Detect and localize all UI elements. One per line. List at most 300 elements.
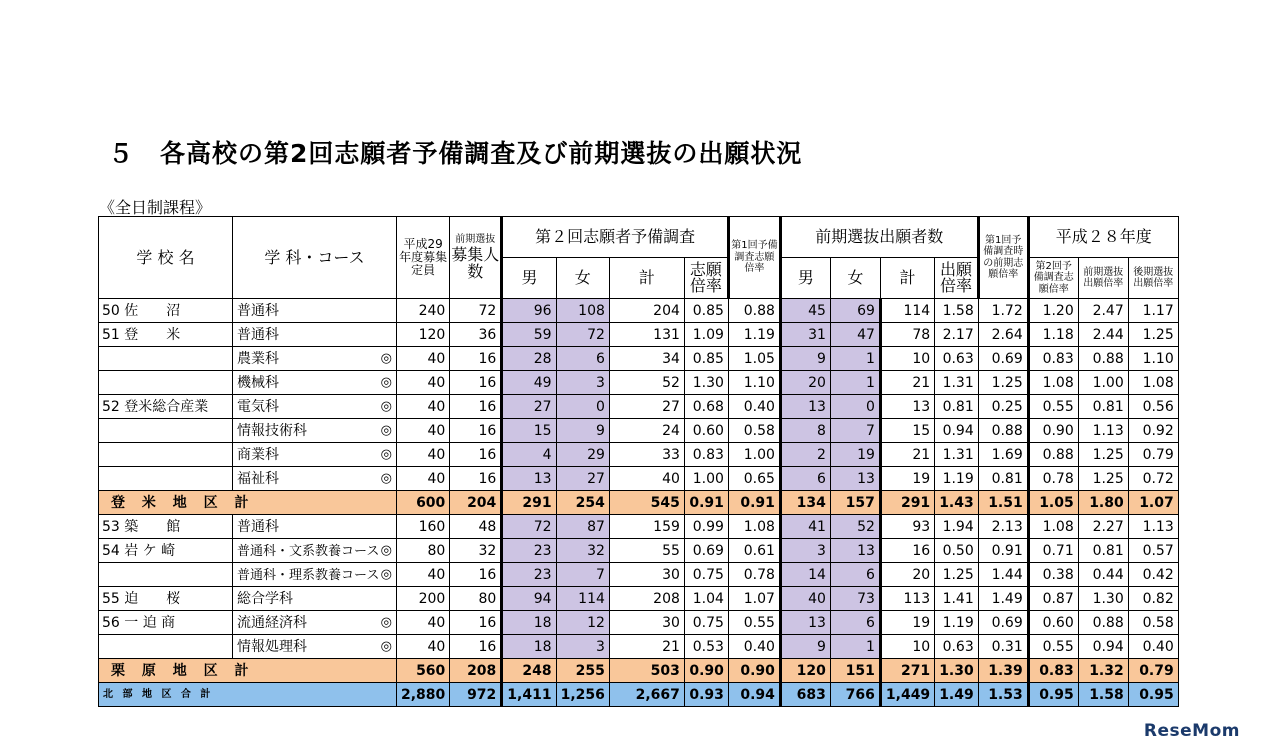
cell-col-9: 13 bbox=[880, 395, 934, 419]
cell-col-1: 80 bbox=[450, 587, 502, 611]
cell-col-2: 72 bbox=[502, 515, 556, 539]
cell-col-1: 48 bbox=[450, 515, 502, 539]
cell-col-3: 3 bbox=[556, 635, 609, 659]
double-circle-mark-icon: ◎ bbox=[380, 446, 392, 462]
cell-col-9: 114 bbox=[880, 299, 934, 323]
table-row bbox=[99, 515, 1179, 539]
cell-col-12: 0.71 bbox=[1028, 539, 1078, 563]
cell-col-6: 0.94 bbox=[728, 683, 780, 707]
cell-col-8: 1 bbox=[830, 635, 880, 659]
cell-col-5: 0.93 bbox=[684, 683, 728, 707]
cell-col-11: 1.51 bbox=[978, 491, 1028, 515]
cell-col-1: 72 bbox=[450, 299, 502, 323]
cell-col-2: 94 bbox=[502, 587, 556, 611]
cell-col-6: 0.91 bbox=[728, 491, 780, 515]
cell-col-13: 0.88 bbox=[1078, 347, 1128, 371]
cell-col-0: 600 bbox=[397, 491, 450, 515]
table-row bbox=[99, 635, 1179, 659]
school-name bbox=[99, 371, 233, 395]
cell-col-12: 0.88 bbox=[1028, 443, 1078, 467]
cell-col-8: 7 bbox=[830, 419, 880, 443]
double-circle-mark-icon: ◎ bbox=[380, 470, 392, 486]
application-status-table bbox=[98, 216, 1179, 707]
cell-col-2: 248 bbox=[502, 659, 556, 683]
cell-col-5: 1.04 bbox=[684, 587, 728, 611]
cell-col-9: 93 bbox=[880, 515, 934, 539]
cell-col-14: 0.40 bbox=[1128, 635, 1178, 659]
table-row bbox=[99, 587, 1179, 611]
cell-col-11: 0.25 bbox=[978, 395, 1028, 419]
header-quota-h29: 平成29年度募集定員 bbox=[397, 217, 450, 299]
cell-col-4: 2,667 bbox=[609, 683, 684, 707]
cell-col-3: 1,256 bbox=[556, 683, 609, 707]
course-label: 普通科・文系教養コース bbox=[237, 543, 380, 559]
section-subtitle: 《全日制課程》 bbox=[99, 198, 212, 217]
cell-col-5: 1.09 bbox=[684, 323, 728, 347]
header-survey1-time-ratio: 第1回予備調査時の前期志願倍率 bbox=[978, 217, 1028, 299]
cell-col-12: 1.18 bbox=[1028, 323, 1078, 347]
table-row bbox=[99, 563, 1179, 587]
school-name bbox=[99, 347, 233, 371]
cell-col-14: 1.17 bbox=[1128, 299, 1178, 323]
school-name bbox=[99, 563, 233, 587]
subtotal-label: 栗 原 地 区 計 bbox=[99, 659, 397, 683]
header-early-quota bbox=[450, 217, 502, 299]
cell-col-4: 30 bbox=[609, 563, 684, 587]
cell-col-0: 160 bbox=[397, 515, 450, 539]
course-label: 農業科 bbox=[237, 350, 279, 367]
cell-col-9: 291 bbox=[880, 491, 934, 515]
cell-col-13: 0.88 bbox=[1078, 611, 1128, 635]
cell-col-9: 21 bbox=[880, 443, 934, 467]
cell-col-2: 23 bbox=[502, 563, 556, 587]
cell-col-5: 0.68 bbox=[684, 395, 728, 419]
cell-col-12: 0.38 bbox=[1028, 563, 1078, 587]
total-row bbox=[99, 683, 1179, 707]
cell-col-7: 40 bbox=[780, 587, 830, 611]
cell-col-10: 0.94 bbox=[935, 419, 979, 443]
cell-col-9: 271 bbox=[880, 659, 934, 683]
cell-col-5: 0.53 bbox=[684, 635, 728, 659]
cell-col-0: 40 bbox=[397, 371, 450, 395]
cell-col-3: 72 bbox=[556, 323, 609, 347]
cell-col-9: 113 bbox=[880, 587, 934, 611]
cell-col-3: 255 bbox=[556, 659, 609, 683]
cell-col-10: 1.49 bbox=[935, 683, 979, 707]
cell-col-7: 20 bbox=[780, 371, 830, 395]
cell-col-13: 2.44 bbox=[1078, 323, 1128, 347]
cell-col-11: 0.91 bbox=[978, 539, 1028, 563]
cell-col-14: 0.57 bbox=[1128, 539, 1178, 563]
cell-col-13: 0.44 bbox=[1078, 563, 1128, 587]
cell-col-3: 7 bbox=[556, 563, 609, 587]
cell-col-13: 1.00 bbox=[1078, 371, 1128, 395]
table-row bbox=[99, 395, 1179, 419]
cell-col-2: 13 bbox=[502, 467, 556, 491]
cell-col-1: 16 bbox=[450, 371, 502, 395]
cell-col-6: 0.40 bbox=[728, 635, 780, 659]
course-name bbox=[233, 515, 397, 539]
cell-col-14: 0.72 bbox=[1128, 467, 1178, 491]
cell-col-13: 0.81 bbox=[1078, 395, 1128, 419]
cell-col-8: 6 bbox=[830, 611, 880, 635]
cell-col-3: 12 bbox=[556, 611, 609, 635]
cell-col-8: 52 bbox=[830, 515, 880, 539]
cell-col-6: 0.90 bbox=[728, 659, 780, 683]
cell-col-4: 503 bbox=[609, 659, 684, 683]
course-label: 情報技術科 bbox=[237, 422, 307, 439]
cell-col-8: 19 bbox=[830, 443, 880, 467]
course-label: 電気科 bbox=[237, 398, 279, 415]
cell-col-8: 47 bbox=[830, 323, 880, 347]
total-label: 北 部 地 区 合 計 bbox=[99, 683, 397, 707]
cell-col-6: 1.19 bbox=[728, 323, 780, 347]
cell-col-7: 3 bbox=[780, 539, 830, 563]
cell-col-3: 29 bbox=[556, 443, 609, 467]
cell-col-4: 52 bbox=[609, 371, 684, 395]
course-label: 福祉科 bbox=[237, 470, 279, 487]
cell-col-2: 291 bbox=[502, 491, 556, 515]
cell-col-7: 6 bbox=[780, 467, 830, 491]
cell-col-13: 2.27 bbox=[1078, 515, 1128, 539]
header-h28: 平成２８年度 bbox=[1028, 217, 1178, 258]
school-name: 55 迫 桜 bbox=[99, 587, 233, 611]
cell-col-10: 1.58 bbox=[935, 299, 979, 323]
cell-col-1: 972 bbox=[450, 683, 502, 707]
course-label: 普通科 bbox=[237, 302, 279, 319]
cell-col-8: 151 bbox=[830, 659, 880, 683]
table-row bbox=[99, 467, 1179, 491]
cell-col-6: 0.40 bbox=[728, 395, 780, 419]
cell-col-6: 0.78 bbox=[728, 563, 780, 587]
cell-col-2: 1,411 bbox=[502, 683, 556, 707]
cell-col-1: 16 bbox=[450, 467, 502, 491]
course-name bbox=[233, 539, 397, 563]
cell-col-12: 0.55 bbox=[1028, 635, 1078, 659]
cell-col-0: 2,880 bbox=[397, 683, 450, 707]
cell-col-10: 1.41 bbox=[935, 587, 979, 611]
cell-col-8: 73 bbox=[830, 587, 880, 611]
course-label: 普通科 bbox=[237, 326, 279, 343]
header-early-male: 男 bbox=[780, 258, 830, 299]
cell-col-2: 23 bbox=[502, 539, 556, 563]
cell-col-1: 16 bbox=[450, 395, 502, 419]
cell-col-8: 13 bbox=[830, 467, 880, 491]
school-name bbox=[99, 443, 233, 467]
cell-col-10: 1.31 bbox=[935, 371, 979, 395]
cell-col-5: 0.90 bbox=[684, 659, 728, 683]
course-name bbox=[233, 419, 397, 443]
table-row bbox=[99, 419, 1179, 443]
course-name bbox=[233, 347, 397, 371]
cell-col-6: 0.58 bbox=[728, 419, 780, 443]
cell-col-7: 8 bbox=[780, 419, 830, 443]
cell-col-11: 1.53 bbox=[978, 683, 1028, 707]
cell-col-0: 40 bbox=[397, 419, 450, 443]
school-name bbox=[99, 635, 233, 659]
cell-col-9: 20 bbox=[880, 563, 934, 587]
resemom-logo: ReseMom bbox=[1143, 721, 1240, 741]
cell-col-1: 16 bbox=[450, 611, 502, 635]
cell-col-7: 2 bbox=[780, 443, 830, 467]
cell-col-4: 24 bbox=[609, 419, 684, 443]
double-circle-mark-icon: ◎ bbox=[380, 542, 392, 558]
cell-col-4: 40 bbox=[609, 467, 684, 491]
cell-col-0: 40 bbox=[397, 347, 450, 371]
cell-col-10: 0.81 bbox=[935, 395, 979, 419]
cell-col-10: 1.19 bbox=[935, 467, 979, 491]
cell-col-10: 1.30 bbox=[935, 659, 979, 683]
cell-col-4: 208 bbox=[609, 587, 684, 611]
table-row bbox=[99, 443, 1179, 467]
header-apply-ratio: 出願倍率 bbox=[935, 258, 979, 299]
cell-col-11: 2.64 bbox=[978, 323, 1028, 347]
header-early-total: 計 bbox=[880, 258, 934, 299]
subtotal-row bbox=[99, 659, 1179, 683]
cell-col-4: 204 bbox=[609, 299, 684, 323]
cell-col-13: 1.30 bbox=[1078, 587, 1128, 611]
cell-col-12: 0.83 bbox=[1028, 659, 1078, 683]
cell-col-4: 545 bbox=[609, 491, 684, 515]
table-row bbox=[99, 611, 1179, 635]
cell-col-10: 2.17 bbox=[935, 323, 979, 347]
cell-col-11: 0.88 bbox=[978, 419, 1028, 443]
course-label: 商業科 bbox=[237, 446, 279, 463]
course-label: 情報処理科 bbox=[237, 638, 307, 655]
cell-col-9: 21 bbox=[880, 371, 934, 395]
cell-col-11: 0.31 bbox=[978, 635, 1028, 659]
course-name bbox=[233, 587, 397, 611]
cell-col-12: 0.83 bbox=[1028, 347, 1078, 371]
course-label: 機械科 bbox=[237, 374, 279, 391]
cell-col-13: 0.81 bbox=[1078, 539, 1128, 563]
cell-col-8: 69 bbox=[830, 299, 880, 323]
cell-col-5: 0.83 bbox=[684, 443, 728, 467]
cell-col-14: 1.25 bbox=[1128, 323, 1178, 347]
cell-col-14: 1.07 bbox=[1128, 491, 1178, 515]
school-name: 51 登 米 bbox=[99, 323, 233, 347]
header-survey2-total: 計 bbox=[609, 258, 684, 299]
cell-col-4: 30 bbox=[609, 611, 684, 635]
cell-col-5: 1.30 bbox=[684, 371, 728, 395]
cell-col-8: 766 bbox=[830, 683, 880, 707]
cell-col-2: 27 bbox=[502, 395, 556, 419]
cell-col-1: 16 bbox=[450, 419, 502, 443]
cell-col-10: 1.25 bbox=[935, 563, 979, 587]
course-name bbox=[233, 323, 397, 347]
cell-col-2: 28 bbox=[502, 347, 556, 371]
cell-col-5: 0.85 bbox=[684, 299, 728, 323]
cell-col-2: 49 bbox=[502, 371, 556, 395]
cell-col-8: 1 bbox=[830, 347, 880, 371]
cell-col-9: 19 bbox=[880, 467, 934, 491]
cell-col-14: 0.58 bbox=[1128, 611, 1178, 635]
table-row bbox=[99, 371, 1179, 395]
cell-col-7: 13 bbox=[780, 395, 830, 419]
course-name bbox=[233, 611, 397, 635]
cell-col-8: 157 bbox=[830, 491, 880, 515]
cell-col-10: 1.43 bbox=[935, 491, 979, 515]
subtotal-label: 登 米 地 区 計 bbox=[99, 491, 397, 515]
cell-col-1: 32 bbox=[450, 539, 502, 563]
header-early-quota-big: 募集人数 bbox=[451, 244, 500, 282]
cell-col-10: 0.63 bbox=[935, 347, 979, 371]
course-name bbox=[233, 371, 397, 395]
cell-col-4: 55 bbox=[609, 539, 684, 563]
cell-col-12: 1.08 bbox=[1028, 515, 1078, 539]
cell-col-5: 0.75 bbox=[684, 563, 728, 587]
header-course: 学 科・コース bbox=[233, 217, 397, 299]
header-survey2-male: 男 bbox=[502, 258, 556, 299]
cell-col-13: 1.58 bbox=[1078, 683, 1128, 707]
cell-col-0: 40 bbox=[397, 395, 450, 419]
cell-col-7: 41 bbox=[780, 515, 830, 539]
cell-col-13: 1.25 bbox=[1078, 467, 1128, 491]
cell-col-3: 3 bbox=[556, 371, 609, 395]
cell-col-5: 0.85 bbox=[684, 347, 728, 371]
cell-col-10: 1.94 bbox=[935, 515, 979, 539]
cell-col-0: 560 bbox=[397, 659, 450, 683]
cell-col-7: 14 bbox=[780, 563, 830, 587]
table-row bbox=[99, 539, 1179, 563]
cell-col-12: 0.55 bbox=[1028, 395, 1078, 419]
cell-col-4: 33 bbox=[609, 443, 684, 467]
cell-col-11: 1.72 bbox=[978, 299, 1028, 323]
cell-col-14: 1.10 bbox=[1128, 347, 1178, 371]
cell-col-0: 40 bbox=[397, 443, 450, 467]
cell-col-3: 9 bbox=[556, 419, 609, 443]
cell-col-6: 1.10 bbox=[728, 371, 780, 395]
cell-col-9: 15 bbox=[880, 419, 934, 443]
cell-col-12: 0.87 bbox=[1028, 587, 1078, 611]
cell-col-4: 34 bbox=[609, 347, 684, 371]
school-name: 56 一 迫 商 bbox=[99, 611, 233, 635]
cell-col-11: 0.81 bbox=[978, 467, 1028, 491]
table-container bbox=[98, 216, 1179, 707]
course-label: 流通経済科 bbox=[237, 614, 307, 631]
course-name bbox=[233, 299, 397, 323]
school-name bbox=[99, 419, 233, 443]
double-circle-mark-icon: ◎ bbox=[380, 350, 392, 366]
cell-col-14: 0.82 bbox=[1128, 587, 1178, 611]
cell-col-9: 19 bbox=[880, 611, 934, 635]
cell-col-14: 0.56 bbox=[1128, 395, 1178, 419]
header-early-quota-label: 前期選抜 bbox=[455, 234, 496, 246]
cell-col-13: 0.94 bbox=[1078, 635, 1128, 659]
cell-col-13: 2.47 bbox=[1078, 299, 1128, 323]
cell-col-3: 114 bbox=[556, 587, 609, 611]
course-name bbox=[233, 467, 397, 491]
cell-col-12: 0.78 bbox=[1028, 467, 1078, 491]
cell-col-7: 134 bbox=[780, 491, 830, 515]
cell-col-6: 1.07 bbox=[728, 587, 780, 611]
cell-col-9: 10 bbox=[880, 635, 934, 659]
cell-col-5: 0.99 bbox=[684, 515, 728, 539]
table-row bbox=[99, 347, 1179, 371]
header-survey2-ratio: 志願倍率 bbox=[684, 258, 728, 299]
cell-col-7: 9 bbox=[780, 635, 830, 659]
cell-col-1: 208 bbox=[450, 659, 502, 683]
cell-col-6: 0.61 bbox=[728, 539, 780, 563]
cell-col-3: 108 bbox=[556, 299, 609, 323]
cell-col-6: 0.65 bbox=[728, 467, 780, 491]
header-early-female: 女 bbox=[830, 258, 880, 299]
header-survey2-female: 女 bbox=[556, 258, 609, 299]
cell-col-8: 13 bbox=[830, 539, 880, 563]
cell-col-7: 683 bbox=[780, 683, 830, 707]
cell-col-1: 16 bbox=[450, 563, 502, 587]
double-circle-mark-icon: ◎ bbox=[380, 398, 392, 414]
cell-col-9: 78 bbox=[880, 323, 934, 347]
course-name bbox=[233, 635, 397, 659]
cell-col-13: 1.25 bbox=[1078, 443, 1128, 467]
header-survey2: 第２回志願者予備調査 bbox=[502, 217, 729, 258]
double-circle-mark-icon: ◎ bbox=[380, 638, 392, 654]
cell-col-5: 0.60 bbox=[684, 419, 728, 443]
cell-col-3: 6 bbox=[556, 347, 609, 371]
cell-col-7: 120 bbox=[780, 659, 830, 683]
course-label: 総合学科 bbox=[237, 590, 293, 607]
cell-col-1: 16 bbox=[450, 347, 502, 371]
course-name bbox=[233, 395, 397, 419]
table-row bbox=[99, 323, 1179, 347]
cell-col-7: 13 bbox=[780, 611, 830, 635]
school-name: 50 佐 沼 bbox=[99, 299, 233, 323]
double-circle-mark-icon: ◎ bbox=[380, 374, 392, 390]
cell-col-14: 1.13 bbox=[1128, 515, 1178, 539]
cell-col-8: 0 bbox=[830, 395, 880, 419]
cell-col-10: 1.31 bbox=[935, 443, 979, 467]
cell-col-5: 0.69 bbox=[684, 539, 728, 563]
cell-col-3: 27 bbox=[556, 467, 609, 491]
cell-col-0: 120 bbox=[397, 323, 450, 347]
course-name bbox=[233, 563, 397, 587]
cell-col-9: 1,449 bbox=[880, 683, 934, 707]
cell-col-1: 36 bbox=[450, 323, 502, 347]
header-early-applicants: 前期選抜出願者数 bbox=[780, 217, 978, 258]
course-name bbox=[233, 443, 397, 467]
cell-col-4: 21 bbox=[609, 635, 684, 659]
header-h28-late: 後期選抜出願倍率 bbox=[1128, 258, 1178, 299]
double-circle-mark-icon: ◎ bbox=[380, 422, 392, 438]
cell-col-12: 0.95 bbox=[1028, 683, 1078, 707]
school-name: 54 岩 ケ 崎 bbox=[99, 539, 233, 563]
cell-col-12: 0.60 bbox=[1028, 611, 1078, 635]
header-h28-early: 前期選抜出願倍率 bbox=[1078, 258, 1128, 299]
cell-col-11: 1.49 bbox=[978, 587, 1028, 611]
cell-col-6: 1.05 bbox=[728, 347, 780, 371]
page-title: ５ 各高校の第2回志願者予備調査及び前期選抜の出願状況 bbox=[108, 139, 803, 168]
cell-col-2: 4 bbox=[502, 443, 556, 467]
header-h28-survey2: 第2回予備調査志願倍率 bbox=[1028, 258, 1078, 299]
cell-col-9: 16 bbox=[880, 539, 934, 563]
cell-col-2: 18 bbox=[502, 611, 556, 635]
cell-col-9: 10 bbox=[880, 347, 934, 371]
cell-col-11: 1.39 bbox=[978, 659, 1028, 683]
cell-col-0: 240 bbox=[397, 299, 450, 323]
cell-col-8: 1 bbox=[830, 371, 880, 395]
cell-col-0: 40 bbox=[397, 635, 450, 659]
cell-col-11: 0.69 bbox=[978, 611, 1028, 635]
cell-col-0: 40 bbox=[397, 467, 450, 491]
cell-col-4: 159 bbox=[609, 515, 684, 539]
cell-col-14: 0.79 bbox=[1128, 659, 1178, 683]
cell-col-14: 0.42 bbox=[1128, 563, 1178, 587]
cell-col-11: 1.25 bbox=[978, 371, 1028, 395]
cell-col-12: 1.20 bbox=[1028, 299, 1078, 323]
cell-col-6: 1.08 bbox=[728, 515, 780, 539]
cell-col-5: 0.91 bbox=[684, 491, 728, 515]
